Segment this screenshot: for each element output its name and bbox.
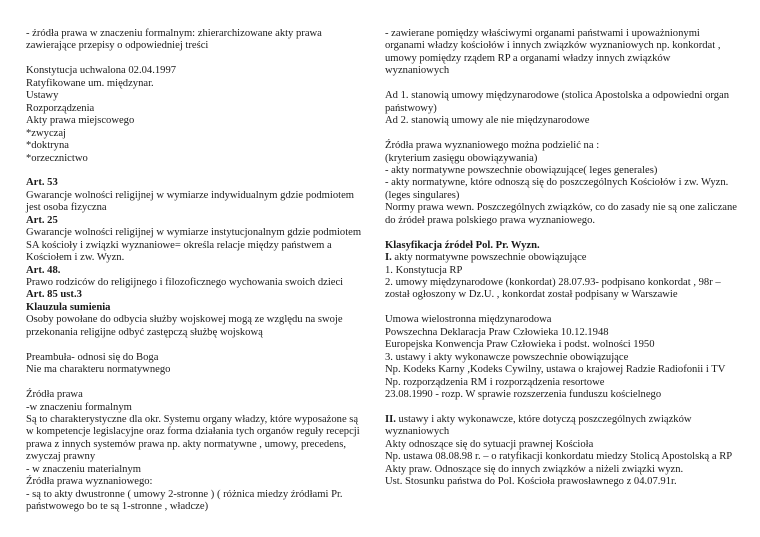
list-item: 3. ustawy i akty wykonawcze powszechnie obowiązujące [385,351,629,363]
group-I-text: akty normatywne powszechnie obowiązujące [391,252,587,264]
list-item: Akty praw. Odnoszące się do innych związków a niżeli związki wyzn. [385,463,684,475]
split-title: Źródła prawa wyznaniowego można podzielić na : [385,140,600,152]
art25-heading: Art. 25 [26,214,58,226]
multilateral-item: Powszechna Deklaracja Praw Człowieka 10.12.1948 [385,326,609,338]
list-item: *orzecznictwo [26,152,88,164]
art25-text: Gwarancje wolności religijnej w wymiarze instytucjonalnym gdzie podmiotem SA kościoły i związki wyznaniowe= określa relacje między państwem a Kościołem i zw. Wyzn. [26,227,362,264]
list-item: *doktryna [26,140,69,152]
list-item: *zwyczaj [26,127,66,139]
religious-sources-text: - są to akty dwustronne ( umowy 2-stronne ) ( różnica miedzy źródłami Pr. państwowego bo te są 1-stronne , władcze) [26,488,343,513]
ad2-text: Ad 2. stanowią umowy ale nie międzynarodowe [385,115,590,127]
constitution-line: Konstytucja uchwalona 02.04.1997 [26,65,177,77]
list-item: 1. Konstytucja RP [385,264,463,276]
clause-heading: Klauzula sumienia [26,301,111,313]
multilateral-item: Europejska Konwencja Praw Człowieka i podst. wolności 1950 [385,339,655,351]
group-II-number: II. [385,413,396,425]
list-item: Ustawy [26,90,59,102]
split-item: - akty normatywne powszechnie obowiązujące( leges generales) [385,164,658,176]
list-item: 2. umowy międzynarodowe (konkordat) 28.07.93- podpisano konkordat , 98r –został ogłoszony w Dz.U. , konkordat został podpisany w Warszawie [385,277,721,301]
preamble-line: Nie ma charakteru normatywnego [26,364,171,376]
list-item: Ust. Stosunku państwa do Pol. Kościoła prawosławnego z 04.07.91r. [385,476,677,488]
left-column [26,28,366,514]
regulation-date: 23.08.1990 - rozp. W sprawie rozszerzenia funduszu kościelnego [385,389,662,401]
art48-heading: Art. 48. [26,264,61,276]
list-item: Rozporządzenia [26,102,95,114]
art53-heading: Art. 53 [26,177,58,189]
paragraph-formal-sources: - źródła prawa w znaczeniu formalnym: zhierarchizowane akty prawa zawierające przepisy o odpowiedniej treści [26,28,322,52]
agreements-paragraph: - zawierane pomiędzy właściwymi organami państwami i upoważnionymi organami władzy kościołów i innych związków wyznaniowych np. konkordat , umowy pomiędzy rządem RP a organami władzy innych związków wyznaniowych [385,28,721,77]
art85-heading: Art. 85 ust.3 [26,289,82,301]
clause-text: Osoby powołane do odbycia służby wojskowej mogą ze względu na swoje przekonania religijne odbyć zastępczą służbę wojskową [26,314,343,338]
list-item: Np. ustawa 08.08.98 r. – o ratyfikacji konkordatu miedzy Stolicą Apostolską a RP [385,451,733,463]
sources-title: Źródła prawa [26,389,83,401]
formal-title: -w znaczeniu formalnym [26,401,132,413]
art48-text: Prawo rodziców do religijnego i filozoficznego wychowania swoich dzieci [26,277,344,289]
classification-group-II [385,414,737,439]
classification-group-I [385,252,737,264]
art53-text: Gwarancje wolności religijnej w wymiarze indywidualnym gdzie podmiotem jest osoba fizyczna [26,189,355,214]
group-II-text: ustawy i akty wykonawcze, które dotyczą poszczególnych związków wyznaniowych [385,413,692,438]
list-item: Akty prawa miejscowego [26,115,135,127]
statutes-example: Np. Kodeks Karny ,Kodeks Cywilny, ustawa o krajowej Radzie Radiofonii i TV [385,364,726,376]
regulations-example: Np. rozporządzenia RM i rozporządzenia resortowe [385,376,605,388]
split-criterion: (kryterium zasięgu obowiązywania) [385,152,538,164]
ad1-text: Ad 1. stanowią umowy międzynarodowe (stolica Apostolska a odpowiedni organ państwowy) [385,90,730,114]
group-I-number: I. [385,252,392,264]
preamble-line: Preambuła- odnosi się do Boga [26,351,159,363]
religious-sources-title: Źródła prawa wyznaniowego: [26,476,153,488]
formal-text: Są to charakterystyczne dla okr. Systemu organy władzy, które wyposażone są w kompetencje legislacyjne oraz forma działania tych organów reguły recepcji prawa z innych systemów prawa np. akty normatywne , umowy, precedens, zwyczaj prawny [26,413,360,463]
right-column [385,28,737,489]
multilateral-title: Umowa wielostronna międzynarodowa [385,314,552,326]
classification-title: Klasyfikacja źródeł Pol. Pr. Wyzn. [385,239,540,251]
list-item: Akty odnoszące się do sytuacji prawnej Kościoła [385,438,594,450]
list-item: Ratyfikowane um. międzynar. [26,77,154,89]
material-title: - w znaczeniu materialnym [26,463,142,475]
internal-norms-text: Normy prawa wewn. Poszczególnych związków, co do zasady nie są one zaliczane do źródeł prawa polskiego prawa wyznaniowego. [385,202,737,226]
split-item: - akty normatywne, które odnoszą się do poszczególnych Kościołów i zw. Wyzn. (leges singulares) [385,177,729,201]
